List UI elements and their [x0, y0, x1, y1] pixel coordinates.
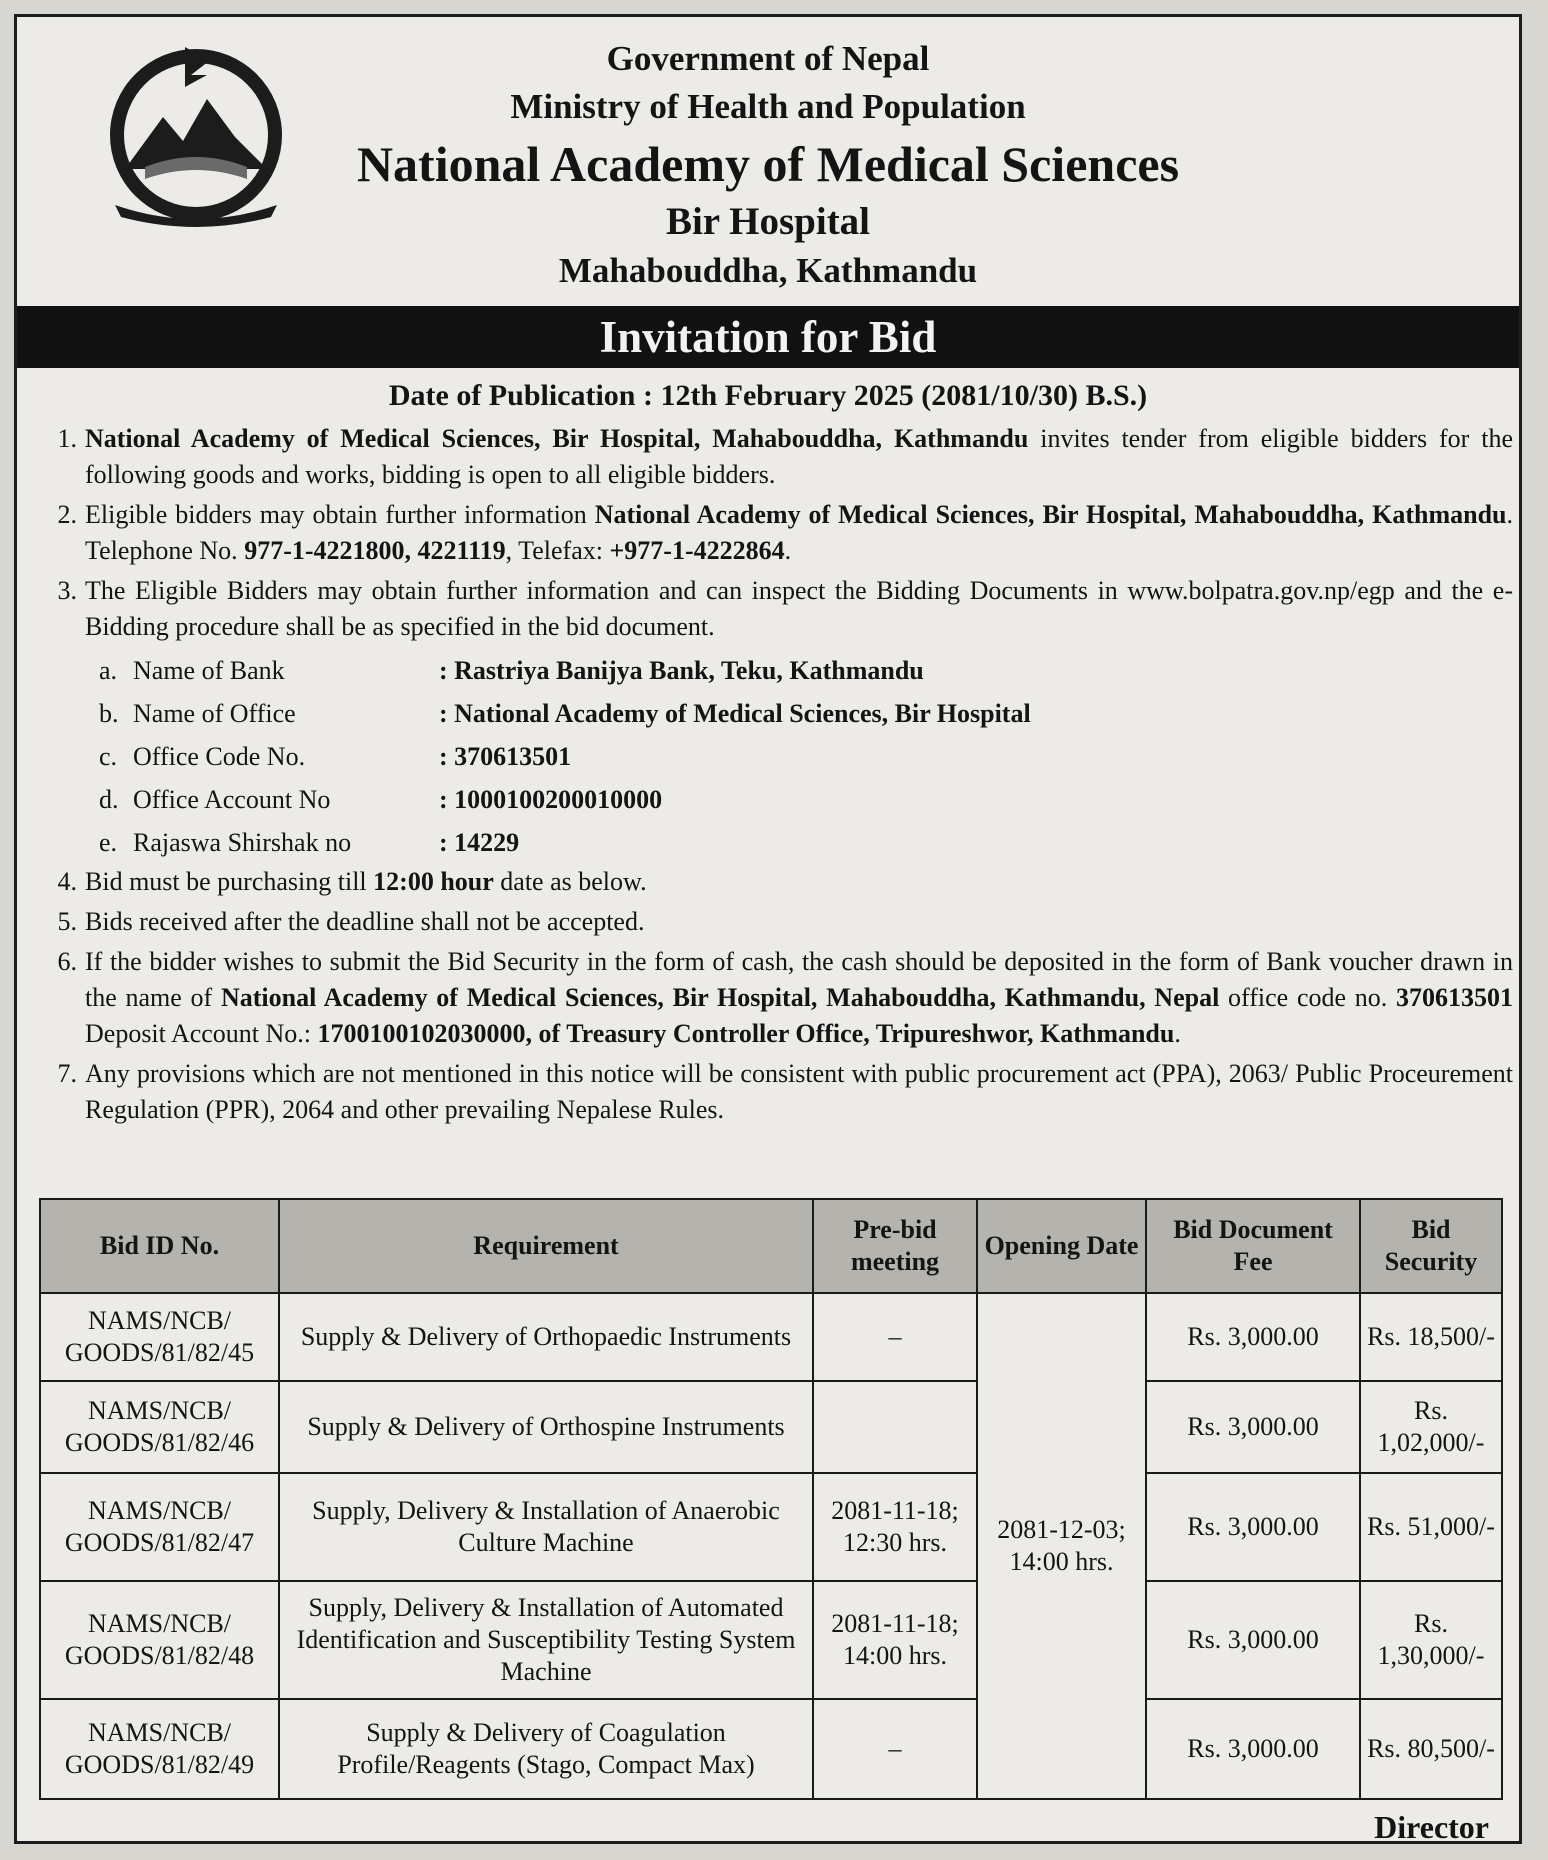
notice-body [31, 421, 1513, 1132]
list-item: 3. The Eligible Bidders may obtain further information and can inspect the Bidding Documents in www.bolpatra.gov.np/egp and the e-Bidding procedure shall be as specified in the bid document. [57, 576, 1513, 641]
table-row [40, 1473, 1502, 1581]
requirement-cell: Supply & Delivery of Orthopaedic Instruments [279, 1293, 813, 1381]
bid-id-cell: NAMS/NCB/ GOODS/81/82/49 [40, 1699, 279, 1799]
bid-id-cell: NAMS/NCB/ GOODS/81/82/47 [40, 1473, 279, 1581]
bank-detail-row: b. Name of Office : National Academy of Medical Sciences, Bir Hospital [99, 699, 1031, 728]
col-header-bid-security: Bid Security [1360, 1199, 1502, 1293]
notice-sheet [14, 14, 1522, 1844]
security-cell: Rs. 1,30,000/- [1360, 1581, 1502, 1699]
fee-cell: Rs. 3,000.00 [1146, 1581, 1360, 1699]
bank-detail-row: d. Office Account No : 1000100200010000 [99, 785, 663, 814]
requirement-cell: Supply, Delivery & Installation of Automated Identification and Susceptibility Testing System Machine [279, 1581, 813, 1699]
bank-detail-row: c. Office Code No. : 370613501 [99, 742, 572, 771]
prebid-cell: – [813, 1699, 977, 1799]
fee-cell: Rs. 3,000.00 [1146, 1699, 1360, 1799]
requirement-cell: Supply & Delivery of Orthospine Instruments [279, 1381, 813, 1473]
requirement-cell: Supply & Delivery of Coagulation Profile/Reagents (Stago, Compact Max) [279, 1699, 813, 1799]
bid-id-cell: NAMS/NCB/ GOODS/81/82/48 [40, 1581, 279, 1699]
security-cell: Rs. 80,500/- [1360, 1699, 1502, 1799]
bank-details [31, 649, 1513, 864]
col-header-prebid: Pre-bid meeting [813, 1199, 977, 1293]
list-item: 4. Bid must be purchasing till 12:00 hour date as below. [57, 867, 647, 896]
fee-cell: Rs. 3,000.00 [1146, 1293, 1360, 1381]
fee-cell: Rs. 3,000.00 [1146, 1473, 1360, 1581]
header-hospital: Bir Hospital [665, 200, 871, 243]
security-cell: Rs. 18,500/- [1360, 1293, 1502, 1381]
prebid-cell: – [813, 1293, 977, 1381]
prebid-cell [813, 1381, 977, 1473]
title-banner: Invitation for Bid [17, 306, 1519, 368]
table-row [40, 1381, 1502, 1473]
bid-id-cell: NAMS/NCB/ GOODS/81/82/46 [40, 1381, 279, 1473]
table-header-row [40, 1199, 1502, 1293]
list-item: 2. Eligible bidders may obtain further information National Academy of Medical Sciences, Bir Hospital, Mahabouddha, Kathmandu. Telephone No. 977-1-4221800, 4221119, Telefax: +977-1-4222864. [57, 500, 1513, 565]
header-ministry: Ministry of Health and Population [510, 87, 1026, 126]
table-row [40, 1293, 1502, 1381]
bank-detail-row: e. Rajaswa Shirshak no : 14229 [99, 828, 520, 857]
signature-director: Director [1374, 1809, 1489, 1845]
list-item: 1. National Academy of Medical Sciences, Bir Hospital, Mahabouddha, Kathmandu invites tender from eligible bidders for the following goods and works, bidding is open to all eligible bidders. [57, 424, 1513, 489]
publication-date: Date of Publication : 12th February 2025 (2081/10/30) B.S.) [388, 379, 1148, 412]
table-row [40, 1699, 1502, 1799]
col-header-requirement: Requirement [279, 1199, 813, 1293]
list-item: 7. Any provisions which are not mentioned in this notice will be consistent with public procurement act (PPA), 2063/ Public Proceurement Regulation (PPR), 2064 and other prevailing Nepalese Rules. [57, 1059, 1513, 1124]
prebid-cell: 2081-11-18; 14:00 hrs. [813, 1581, 977, 1699]
security-cell: Rs. 1,02,000/- [1360, 1381, 1502, 1473]
header-government: Government of Nepal [606, 39, 930, 78]
col-header-document-fee: Bid Document Fee [1146, 1199, 1360, 1293]
header-academy: National Academy of Medical Sciences [356, 136, 1180, 192]
bank-detail-row: a. Name of Bank : Rastriya Banijya Bank, Teku, Kathmandu [99, 656, 924, 685]
col-header-bid-id: Bid ID No. [40, 1199, 279, 1293]
list-item: 5. Bids received after the deadline shall not be accepted. [57, 907, 645, 936]
bid-id-cell: NAMS/NCB/ GOODS/81/82/45 [40, 1293, 279, 1381]
fee-cell: Rs. 3,000.00 [1146, 1381, 1360, 1473]
requirement-cell: Supply, Delivery & Installation of Anaerobic Culture Machine [279, 1473, 813, 1581]
opening-date-cell: 2081-12-03; 14:00 hrs. [977, 1293, 1146, 1799]
security-cell: Rs. 51,000/- [1360, 1473, 1502, 1581]
bid-table [39, 1198, 1503, 1800]
list-item: 6. If the bidder wishes to submit the Bid Security in the form of cash, the cash should be deposited in the form of Bank voucher drawn in the name of National Academy of Medical Sciences, Bir Hospital, Mahabouddha, Kathmandu, Nepal office code no. 370613501 Deposit Account No.: 1700100102030000, of Treasury Controller Office, Tripureshwor, Kathmandu. [57, 947, 1513, 1048]
table-row [40, 1581, 1502, 1699]
header-location: Mahabouddha, Kathmandu [558, 251, 978, 290]
prebid-cell: 2081-11-18; 12:30 hrs. [813, 1473, 977, 1581]
col-header-opening-date: Opening Date [977, 1199, 1146, 1293]
